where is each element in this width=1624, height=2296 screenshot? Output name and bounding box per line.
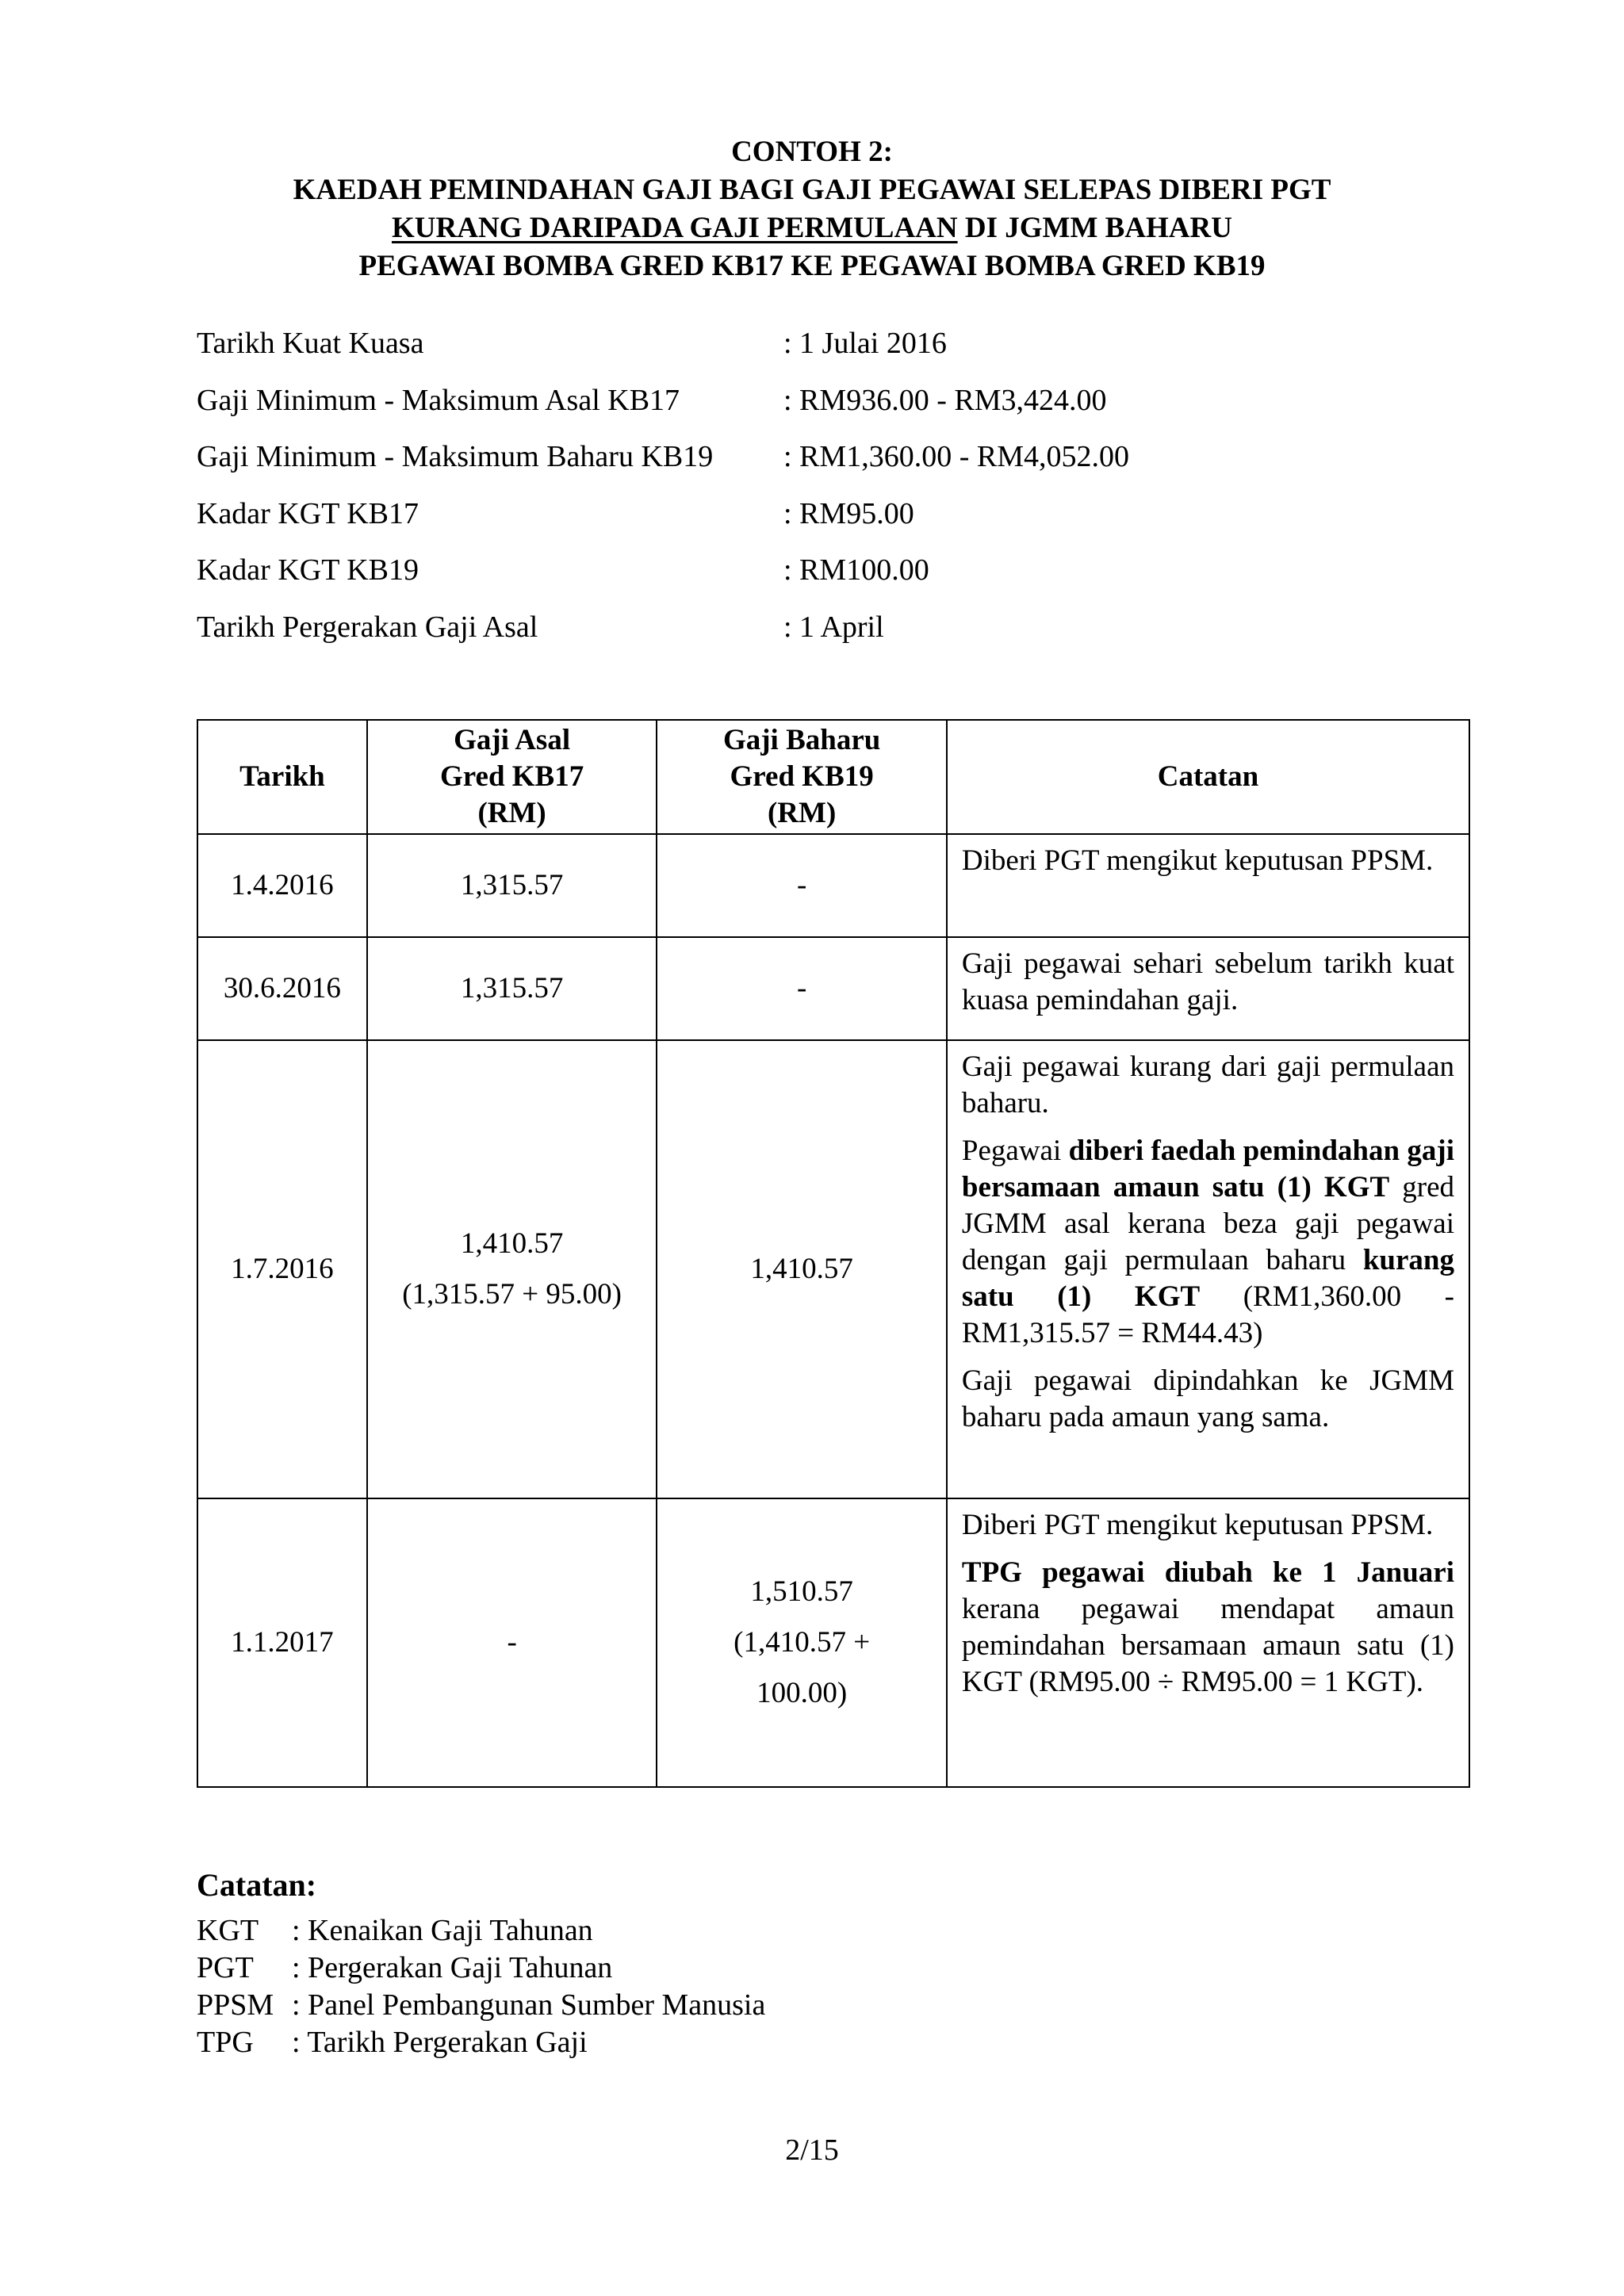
legend-item: [197, 2024, 990, 2061]
note-fragment: Pegawai: [961, 1135, 1069, 1167]
note-text: [962, 1133, 1454, 1352]
cell-gaji-baharu: -: [657, 937, 947, 1040]
info-value: : 1 April: [783, 610, 884, 644]
table-header-row: [197, 720, 1469, 834]
note-text: Gaji pegawai kurang dari gaji permulaan baharu.: [961, 1050, 1454, 1119]
title-line-2: KAEDAH PEMINDAHAN GAJI BAGI GAJI PEGAWAI SELEPAS DIBERI PGT: [293, 174, 1331, 206]
info-label: Gaji Minimum - Maksimum Asal KB17: [197, 383, 680, 417]
info-row-movement-date: [197, 599, 1465, 656]
title-line-3-underlined: KURANG DARIPADA GAJI PERMULAAN: [392, 212, 958, 244]
cell-value: 1,510.57: [750, 1575, 853, 1608]
header-text: Gaji Baharu: [722, 724, 881, 756]
note-bold: TPG pegawai diubah ke 1 Januari: [961, 1556, 1454, 1589]
title-line-4: PEGAWAI BOMBA GRED KB17 KE PEGAWAI BOMBA GRED KB19: [358, 250, 1266, 282]
legend-abbr: TPG: [197, 2026, 254, 2059]
legend: [197, 1862, 990, 2061]
legend-abbr: PPSM: [197, 1988, 274, 2022]
cell-calculation: (1,315.57 + 95.00): [402, 1278, 622, 1311]
legend-title: Catatan:: [197, 1867, 317, 1903]
header-catatan: Catatan: [947, 720, 1469, 834]
title-line-3-rest: DI JGMM BAHARU: [957, 212, 1232, 244]
info-label: Tarikh Pergerakan Gaji Asal: [197, 610, 538, 644]
salary-table: [197, 719, 1470, 1788]
legend-definition: : Pergerakan Gaji Tahunan: [292, 1951, 613, 1984]
info-value: : RM95.00: [783, 496, 914, 530]
info-value: : 1 Julai 2016: [783, 327, 947, 360]
table-row: [197, 834, 1469, 937]
table-row: [197, 1498, 1469, 1787]
table-row: [197, 1040, 1469, 1498]
cell-catatan: [947, 1040, 1469, 1498]
cell-catatan: [947, 834, 1469, 937]
cell-calculation: (1,410.57 +: [733, 1626, 871, 1659]
cell-gaji-asal: [367, 1040, 657, 1498]
cell-gaji-baharu: 1,410.57: [657, 1040, 947, 1498]
cell-value: 1,410.57: [460, 1227, 564, 1260]
legend-item: [197, 1987, 990, 2024]
info-list: [197, 316, 1465, 656]
note-text: Diberi PGT mengikut keputusan PPSM.: [961, 1509, 1434, 1541]
note-text: Diberi PGT mengikut keputusan PPSM.: [961, 844, 1434, 877]
cell-gaji-asal: 1,315.57: [367, 834, 657, 937]
info-label: Kadar KGT KB19: [197, 553, 419, 587]
cell-catatan: [947, 937, 1469, 1040]
legend-item: [197, 1912, 990, 1950]
legend-abbr: KGT: [197, 1914, 259, 1947]
note-fragment: kerana pegawai mendapat amaun pemindahan bersamaan amaun satu (1) KGT (RM95.00 ÷ RM95.00 = 1 KGT).: [961, 1593, 1454, 1698]
cell-gaji-asal: -: [367, 1498, 657, 1787]
info-row-kgt-kb17: [197, 486, 1465, 543]
note-text: [962, 1555, 1454, 1701]
title-line-3: [0, 209, 1624, 247]
header-text: Gred KB19: [730, 760, 874, 793]
cell-gaji-baharu: -: [657, 834, 947, 937]
legend-definition: : Tarikh Pergerakan Gaji: [292, 2026, 588, 2059]
cell-tarikh: 1.1.2017: [197, 1498, 367, 1787]
header-tarikh: Tarikh: [197, 720, 367, 834]
cell-catatan: [947, 1498, 1469, 1787]
info-label: Tarikh Kuat Kuasa: [197, 327, 424, 360]
info-row-effective-date: [197, 316, 1465, 373]
header-text: Gaji Asal: [454, 724, 571, 756]
legend-item: [197, 1950, 990, 1987]
legend-definition: : Kenaikan Gaji Tahunan: [292, 1914, 593, 1947]
info-row-kgt-kb19: [197, 542, 1465, 599]
cell-tarikh: 1.7.2016: [197, 1040, 367, 1498]
header-gaji-baharu: [657, 720, 947, 834]
cell-tarikh: 30.6.2016: [197, 937, 367, 1040]
legend-definition: : Panel Pembangunan Sumber Manusia: [292, 1988, 766, 2022]
note-fragment: gred JGMM asal kerana beza gaji pegawai dengan gaji permulaan baharu: [961, 1171, 1454, 1276]
table-row: [197, 937, 1469, 1040]
info-label: Kadar KGT KB17: [197, 496, 419, 530]
cell-gaji-asal: 1,315.57: [367, 937, 657, 1040]
cell-tarikh: 1.4.2016: [197, 834, 367, 937]
note-text: Gaji pegawai sehari sebelum tarikh kuat kuasa pemindahan gaji.: [961, 947, 1454, 1016]
document-title: [0, 133, 1624, 285]
header-text: Gred KB17: [439, 760, 584, 793]
cell-calculation: 100.00): [756, 1677, 848, 1709]
info-row-new-range: [197, 429, 1465, 486]
cell-gaji-baharu: [657, 1498, 947, 1787]
info-value: : RM100.00: [783, 553, 929, 587]
note-bold: kurang satu (1) KGT: [961, 1244, 1454, 1313]
note-text: Gaji pegawai dipindahkan ke JGMM baharu pada amaun yang sama.: [961, 1364, 1454, 1433]
info-label: Gaji Minimum - Maksimum Baharu KB19: [197, 440, 714, 473]
info-value: : RM1,360.00 - RM4,052.00: [783, 440, 1129, 473]
info-value: : RM936.00 - RM3,424.00: [783, 383, 1107, 417]
header-text: (RM): [477, 797, 546, 829]
header-gaji-asal: [367, 720, 657, 834]
title-line-1: CONTOH 2:: [731, 136, 893, 168]
note-fragment: (RM1,360.00 - RM1,315.57 = RM44.43): [961, 1280, 1454, 1349]
info-row-original-range: [197, 373, 1465, 430]
page-number: 2/15: [785, 2133, 839, 2167]
header-text: (RM): [767, 797, 837, 829]
note-bold: diberi faedah pemindahan gaji bersamaan amaun satu (1) KGT: [961, 1135, 1454, 1203]
legend-abbr: PGT: [197, 1951, 254, 1984]
